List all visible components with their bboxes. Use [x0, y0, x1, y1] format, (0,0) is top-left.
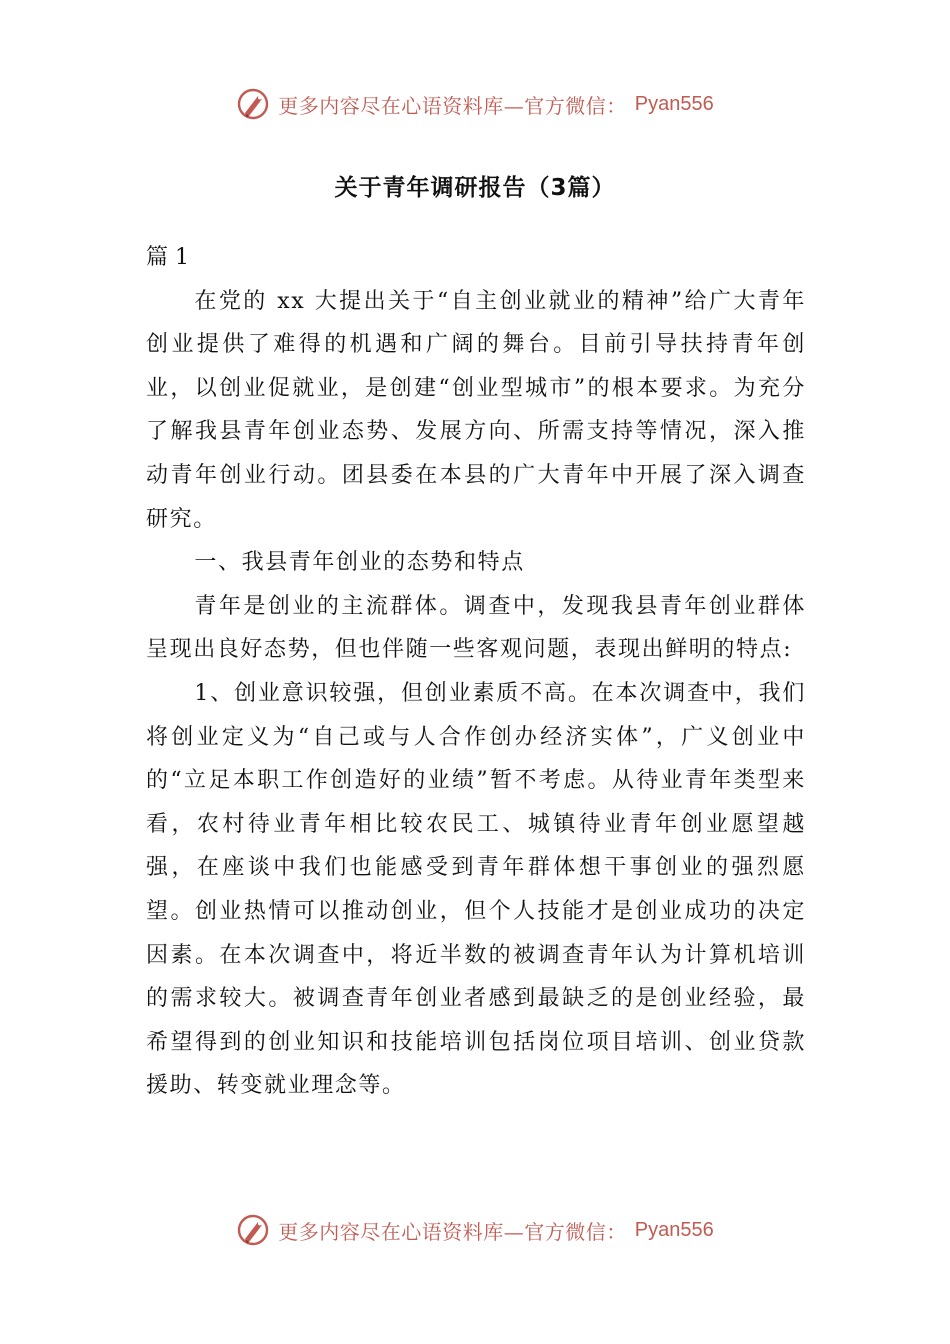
paragraph: 在党的 xx 大提出关于“自主创业就业的精神”给广大青年创业提供了难得的机遇和广阔的舞台。目前引导扶持青年创业，以创业促就业，是创建“创业型城市”的根本要求。为充分了解我县青年创业态势、发展方向、所需支持等情况，深入推动青年创业行动。团县委在本县的广大青年中开展了深入调查研究。	[146, 288, 806, 532]
pen-circle-logo-icon	[236, 1213, 270, 1247]
section-label: 篇 1	[146, 245, 189, 270]
watermark-text: 更多内容尽在心语资料库—官方微信：	[278, 93, 627, 118]
paragraph: 1、创业意识较强，但创业素质不高。在本次调查中，我们将创业定义为“自己或与人合作创办经济实体”，广义创业中的“立足本职工作创造好的业绩”暂不考虑。从待业青年类型来看，农村待业青年相比较农民工、城镇待业青年创业愿望越强，在座谈中我们也能感受到青年群体想干事创业的强烈愿望。创业热情可以推动创业，但个人技能才是创业成功的决定因素。在本次调查中，将近半数的被调查青年认为计算机培训的需求较大。被调查青年创业者感到最缺乏的是创业经验，最希望得到的创业知识和技能培训包括岗位项目培训、创业贷款援助、转变就业理念等。	[146, 680, 806, 1099]
paragraph: 青年是创业的主流群体。调查中，发现我县青年创业群体呈现出良好态势，但也伴随一些客观问题，表现出鲜明的特点:	[146, 593, 806, 663]
watermark-text: 更多内容尽在心语资料库—官方微信：	[278, 1219, 627, 1244]
watermark-wechat-id: Pyan556	[634, 1218, 714, 1241]
header-watermark	[0, 82, 950, 126]
section-heading: 一、我县青年创业的态势和特点	[194, 550, 525, 576]
document-body	[146, 236, 806, 1108]
document-title: 关于青年调研报告（3篇）	[334, 175, 616, 201]
pen-circle-logo-icon	[236, 87, 270, 121]
watermark-wechat-id: Pyan556	[634, 92, 714, 115]
footer-watermark	[0, 1208, 950, 1252]
